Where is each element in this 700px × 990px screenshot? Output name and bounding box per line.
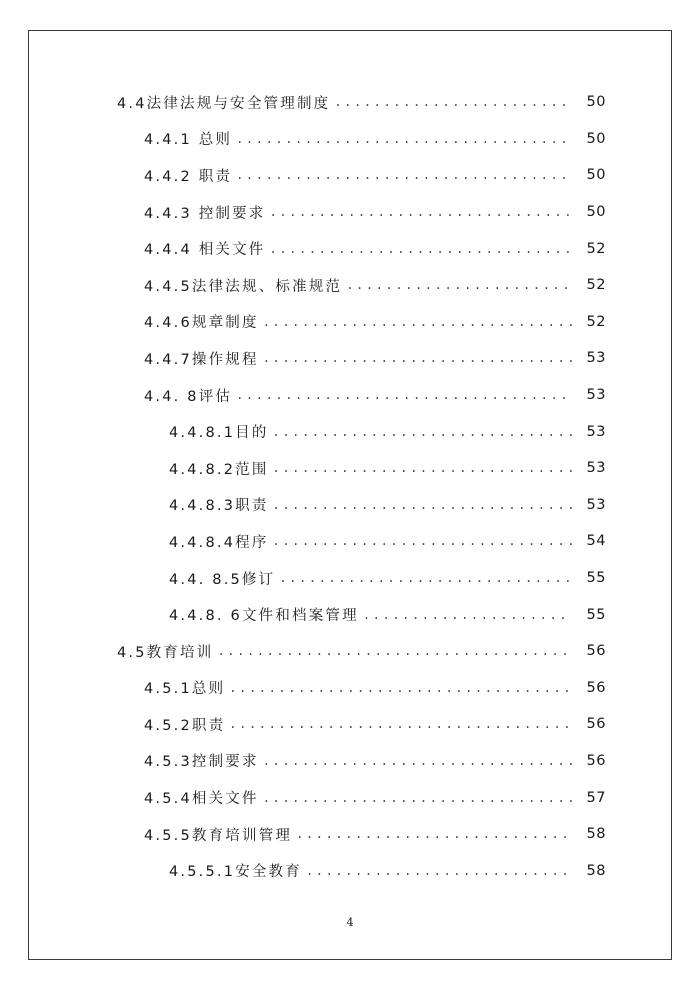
dot-leader bbox=[236, 168, 572, 182]
toc-entry-page: 55 bbox=[586, 606, 606, 623]
toc-entry-label: 4.5.2职责 bbox=[144, 717, 226, 734]
toc-entry[interactable] bbox=[0, 670, 700, 707]
dot-leader bbox=[229, 681, 572, 695]
toc-entry-label: 4.5教育培训 bbox=[117, 644, 214, 661]
toc-entry[interactable] bbox=[0, 779, 700, 816]
toc-entry-page: 56 bbox=[586, 679, 606, 696]
toc-entry[interactable] bbox=[0, 816, 700, 853]
dot-leader bbox=[263, 791, 572, 805]
toc-entry-page: 58 bbox=[586, 826, 606, 843]
toc-entry-label: 4.5.4相关文件 bbox=[144, 791, 259, 808]
toc-entry-page: 56 bbox=[586, 643, 606, 660]
toc-entry-page: 53 bbox=[586, 423, 606, 440]
dot-leader bbox=[263, 754, 572, 768]
toc-entry-label: 4.4.3 控制要求 bbox=[144, 205, 266, 222]
toc-entry[interactable] bbox=[0, 743, 700, 780]
toc-entry-label: 4.4.5法律法规、标准规范 bbox=[144, 278, 343, 295]
toc-entry[interactable] bbox=[0, 450, 700, 487]
toc-entry-page: 52 bbox=[586, 313, 606, 330]
toc-entry[interactable] bbox=[0, 267, 700, 304]
toc-entry[interactable] bbox=[0, 157, 700, 194]
dot-leader bbox=[363, 608, 572, 622]
toc-entry[interactable] bbox=[0, 706, 700, 743]
toc-entry-page: 56 bbox=[586, 752, 606, 769]
toc-entry-label: 4.4.8.1目的 bbox=[169, 425, 269, 442]
toc-entry-label: 4.4.4 相关文件 bbox=[144, 242, 266, 259]
toc-entry-page: 50 bbox=[586, 94, 606, 111]
toc-entry-page: 53 bbox=[586, 387, 606, 404]
toc-entry[interactable] bbox=[0, 596, 700, 633]
toc-entry-page: 53 bbox=[586, 496, 606, 513]
dot-leader bbox=[270, 242, 572, 256]
toc-entry-label: 4.4.8.4程序 bbox=[169, 534, 269, 551]
toc-entry-label: 4.4. 8.5修订 bbox=[169, 571, 276, 588]
toc-entry-label: 4.5.5.1安全教育 bbox=[169, 864, 302, 881]
toc-entry-label: 4.5.1总则 bbox=[144, 681, 226, 698]
toc-entry-page: 55 bbox=[586, 570, 606, 587]
toc-entry[interactable] bbox=[0, 633, 700, 670]
toc-entry[interactable] bbox=[0, 84, 700, 121]
toc-entry-label: 4.4.1 总则 bbox=[144, 132, 233, 149]
toc-entry-page: 58 bbox=[586, 862, 606, 879]
dot-leader bbox=[296, 827, 572, 841]
toc-entry[interactable] bbox=[0, 377, 700, 414]
toc-entry-label: 4.4.8.3职责 bbox=[169, 498, 269, 515]
dot-leader bbox=[229, 717, 572, 731]
table-of-contents bbox=[0, 84, 700, 889]
dot-leader bbox=[263, 315, 572, 329]
toc-entry-label: 4.4.7操作规程 bbox=[144, 351, 259, 368]
toc-entry-page: 57 bbox=[586, 789, 606, 806]
toc-entry-label: 4.4法律法规与安全管理制度 bbox=[117, 95, 331, 112]
toc-entry-page: 53 bbox=[586, 460, 606, 477]
toc-entry-label: 4.4.6规章制度 bbox=[144, 315, 259, 332]
toc-entry[interactable] bbox=[0, 340, 700, 377]
toc-entry-page: 50 bbox=[586, 167, 606, 184]
toc-entry-label: 4.4.8.2范围 bbox=[169, 461, 269, 478]
toc-entry[interactable] bbox=[0, 304, 700, 341]
toc-entry-page: 50 bbox=[586, 204, 606, 221]
dot-leader bbox=[263, 351, 572, 365]
dot-leader bbox=[334, 95, 572, 109]
dot-leader bbox=[236, 132, 572, 146]
toc-entry-label: 4.5.5教育培训管理 bbox=[144, 827, 293, 844]
dot-leader bbox=[273, 498, 572, 512]
toc-entry[interactable] bbox=[0, 413, 700, 450]
toc-entry[interactable] bbox=[0, 230, 700, 267]
dot-leader bbox=[273, 425, 572, 439]
dot-leader bbox=[273, 461, 572, 475]
toc-entry-label: 4.4.8. 6文件和档案管理 bbox=[169, 608, 359, 625]
dot-leader bbox=[236, 388, 572, 402]
toc-entry[interactable] bbox=[0, 523, 700, 560]
dot-leader bbox=[306, 864, 572, 878]
toc-entry-page: 53 bbox=[586, 350, 606, 367]
dot-leader bbox=[279, 571, 572, 585]
dot-leader bbox=[270, 205, 572, 219]
toc-entry-page: 52 bbox=[586, 277, 606, 294]
toc-entry-label: 4.4.2 职责 bbox=[144, 168, 233, 185]
dot-leader bbox=[273, 534, 572, 548]
toc-entry-page: 50 bbox=[586, 130, 606, 147]
toc-entry-label: 4.4. 8评估 bbox=[144, 388, 233, 405]
toc-entry[interactable] bbox=[0, 121, 700, 158]
toc-entry[interactable] bbox=[0, 852, 700, 889]
toc-entry-page: 52 bbox=[586, 240, 606, 257]
toc-entry-page: 54 bbox=[586, 533, 606, 550]
toc-entry[interactable] bbox=[0, 487, 700, 524]
toc-entry[interactable] bbox=[0, 194, 700, 231]
toc-entry-label: 4.5.3控制要求 bbox=[144, 754, 259, 771]
toc-entry[interactable] bbox=[0, 560, 700, 597]
toc-entry-page: 56 bbox=[586, 716, 606, 733]
page-number: 4 bbox=[346, 916, 354, 929]
dot-leader bbox=[217, 644, 572, 658]
dot-leader bbox=[346, 278, 572, 292]
